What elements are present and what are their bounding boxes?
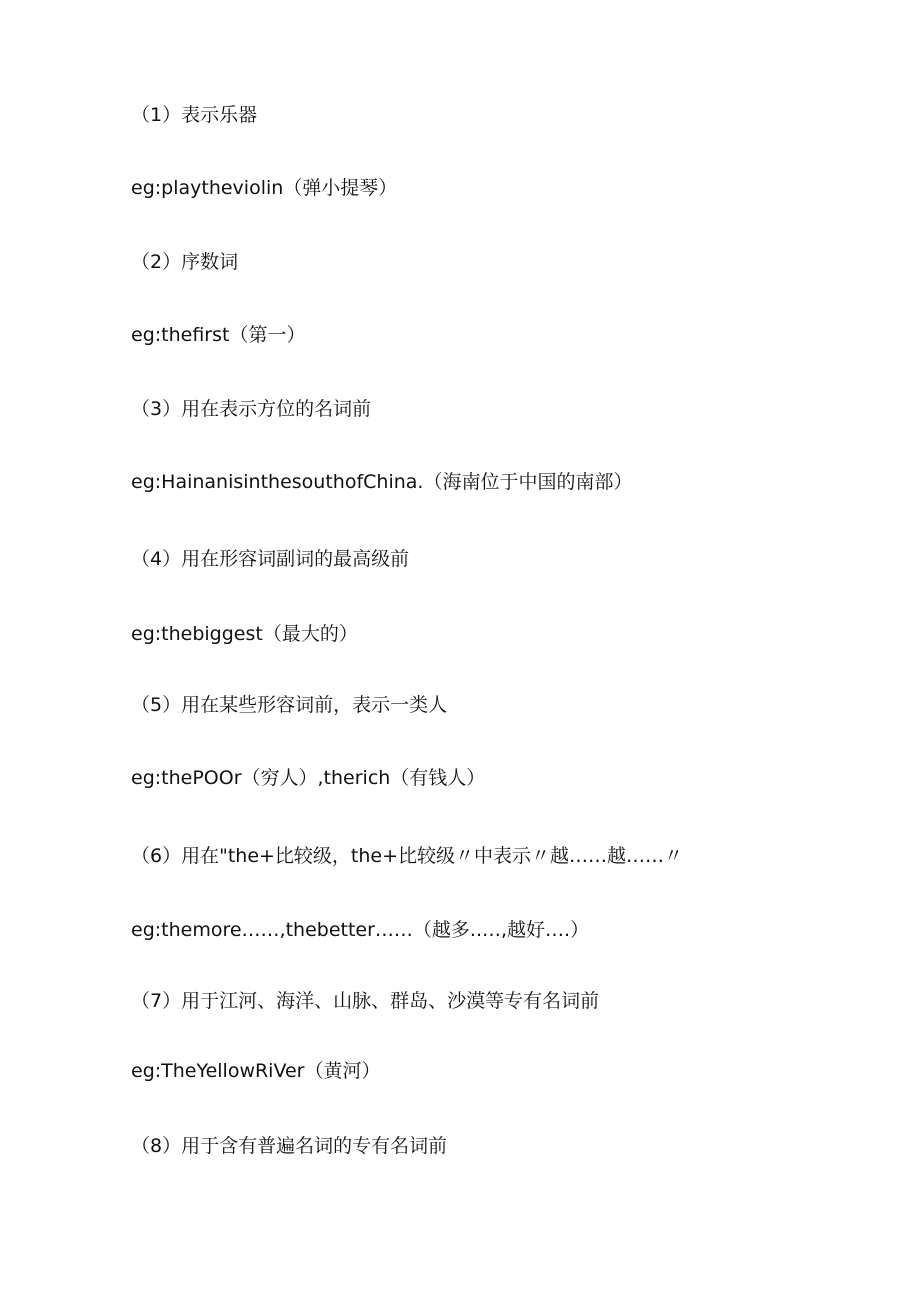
rule-5-class-of-people: （5）用在某些形容词前，表示一类人 — [131, 694, 448, 716]
rule-2-ordinal-numbers: （2）序数词 — [131, 251, 239, 273]
example-1: eg:playtheviolin（弹小提琴） — [131, 177, 398, 199]
example-7: eg:TheYellowRiVer（黄河） — [131, 1060, 381, 1082]
rule-6-comparatives: （6）用在"the+比较级，the+比较级〃中表示〃越……越……〃 — [131, 845, 684, 867]
rule-7-geographic-names: （7）用于江河、海洋、山脉、群岛、沙漠等专有名词前 — [131, 990, 600, 1012]
example-6: eg:themore……,thebetter……（越多..…,越好….） — [131, 919, 590, 941]
rule-3-directions: （3）用在表示方位的名词前 — [131, 398, 372, 420]
rule-8-proper-nouns: （8）用于含有普遍名词的专有名词前 — [131, 1135, 448, 1157]
example-2: eg:thefirst（第一） — [131, 324, 306, 346]
example-4: eg:thebiggest（最大的） — [131, 623, 358, 645]
example-3: eg:HainanisinthesouthofChina.（海南位于中国的南部） — [131, 471, 633, 493]
rule-4-superlatives: （4）用在形容词副词的最高级前 — [131, 548, 410, 570]
example-5: eg:thePOOr（穷人）,therich（有钱人） — [131, 767, 486, 789]
rule-1-instruments: （1）表示乐器 — [131, 104, 258, 126]
